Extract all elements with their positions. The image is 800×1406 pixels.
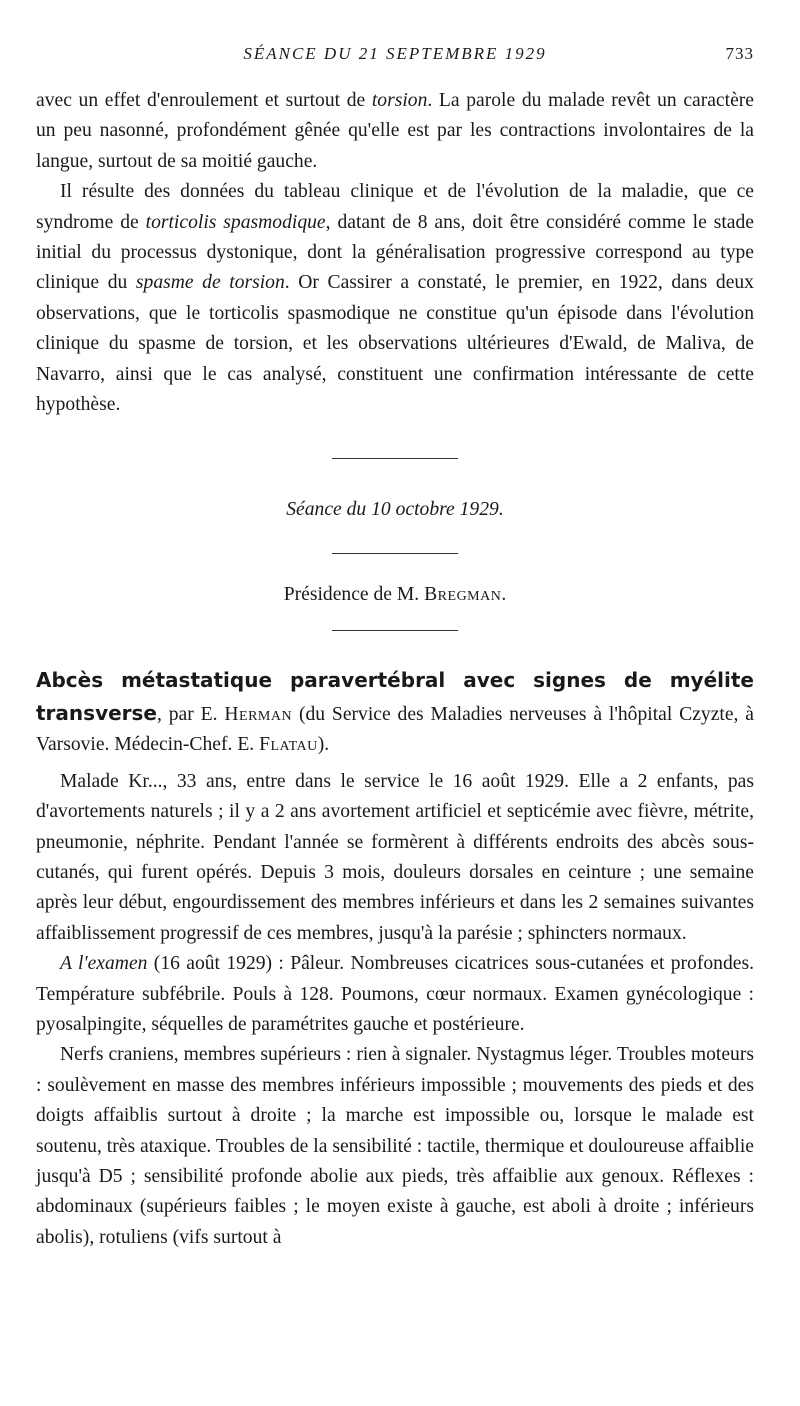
- running-head: [36, 0, 754, 63]
- chief-physician: Flatau: [259, 734, 318, 756]
- president-name: Bregman: [424, 584, 502, 606]
- page-number: 733: [725, 44, 754, 63]
- intro-paragraph-1: avec un effet d'enroulement et surtout de torsion. La parole du malade revêt un caractère un peu nasonné, profondément gênée qu'elle est par les contractions involontaires de la langue, surtout de sa moitié gauche.: [36, 90, 754, 172]
- page-body: [36, 86, 754, 1253]
- article-author: Herman: [224, 703, 293, 725]
- session-presidency: Présidence de M. Bregman.: [283, 584, 507, 606]
- article-paragraph-1: Malade Kr..., 33 ans, entre dans le service le 16 août 1929. Elle a 2 enfants, pas d'avortements naturels ; il y a 2 ans avortement artificiel et septicémie avec fièvre, métrite, pneumonie, néphrite. Pendant l'année se formèrent à différents endroits des abcès sous-cutanés, qui furent opérés. Depuis 3 mois, douleurs dorsales en ceinture ; une semaine après leur début, engourdissement des membres inférieurs et dans les 2 semaines suivantes affaiblissement progressif de ces membres, jusqu'à la parésie ; sphincters normaux.: [36, 770, 754, 944]
- emphasis-spasme-de-torsion: spasme de torsion: [135, 272, 285, 294]
- article-heading: Abcès métastatique paravertébral avec signes de myélite transverse, par E. Herman (du Service des Maladies nerveuses à l'hôpital Czyzte, à Varsovie. Médecin-Chef. E. Flatau).: [36, 668, 754, 756]
- session-date: Séance du 10 octobre 1929.: [286, 499, 504, 521]
- running-head-title: SÉANCE DU 21 SEPTEMBRE 1929: [243, 44, 547, 63]
- article-paragraph-2: A l'examen (16 août 1929) : Pâleur. Nombreuses cicatrices sous-cutanées et profondes. Température subfébrile. Pouls à 128. Poumons, cœur normaux. Examen gynécologique : pyosalpingite, séquelles de paramétrites gauche et postérieure.: [36, 953, 754, 1035]
- intro-paragraph-2: Il résulte des données du tableau clinique et de l'évolution de la maladie, que ce syndrome de torticolis spasmodique, datant de 8 ans, doit être considéré comme le stade initial du processus dystonique, dont la généralisation progressive correspond au type clinique du spasme de torsion. Or Cassirer a constaté, le premier, en 1922, dans deux observations, que le torticolis spasmodique ne constitue qu'un épisode dans l'évolution clinique du spasme de torsion, et les observations ultérieures d'Ewald, de Maliva, de Navarro, ainsi que le cas analysé, constituent une confirmation intéressante de cette hypothèse.: [36, 181, 754, 416]
- article-title: Abcès métastatique paravertébral avec signes de myélite transverse: [36, 668, 754, 725]
- emphasis-examen: A l'examen: [60, 953, 148, 975]
- emphasis-torticolis: torticolis spasmodique: [145, 211, 326, 233]
- article-paragraph-3: Nerfs craniens, membres supérieurs : rien à signaler. Nystagmus léger. Troubles moteurs : soulèvement en masse des membres inférieurs impossible ; mouvements des pieds et des doigts affaiblis surtout à droite ; la marche est impossible ou, lorsque le malade est soutenu, très ataxique. Troubles de la sensibilité : tactile, thermique et douloureuse affaiblie jusqu'à D5 ; sensibilité profonde abolie aux pieds, très affaiblie aux genoux. Réflexes : abdominaux (supérieurs faibles ; le moyen existe à gauche, est aboli à droite ; inférieurs abolis), rotuliens (vifs surtout à: [36, 1044, 754, 1248]
- emphasis-torsion: torsion: [371, 90, 428, 111]
